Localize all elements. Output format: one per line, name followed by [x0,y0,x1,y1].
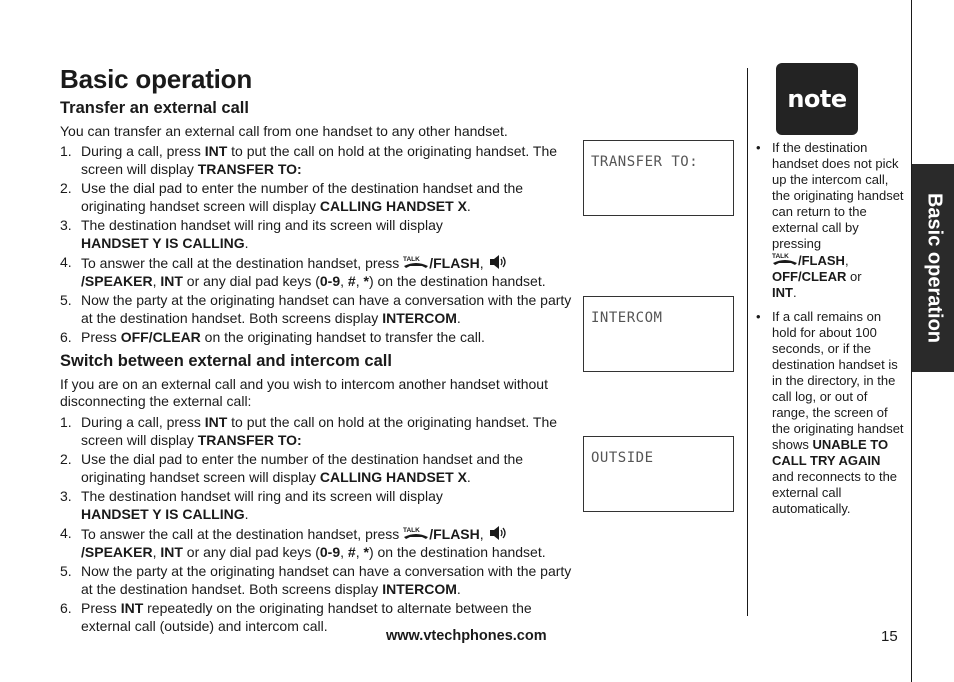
note-item: • If a call remains on hold for about 100 seconds, or if the destination handset is in the directory, in the call log, or out of range, the screen of the originating handset shows UNABLE TO CALL TRY AGAIN and reconnects to the external call automatically. [756,309,904,516]
list-item: 5. Now the party at the originating handset can have a conversation with the party at the destination handset. Both screens display INTERCOM. [60,292,572,326]
svg-text:TALK: TALK [403,256,421,263]
note-badge: note [776,63,858,135]
speaker-icon [488,254,508,270]
list-item: 1. During a call, press INT to put the call on hold at the originating handset. The screen will display TRANSFER TO: [60,414,558,448]
talk-phone-icon [403,255,429,269]
footer-url: www.vtechphones.com [386,628,547,644]
svg-text:TALK: TALK [403,527,421,534]
talk-phone-icon [403,526,429,540]
list-item: 5. Now the party at the originating handset can have a conversation with the party at the destination handset. Both screens display INTERCOM. [60,563,572,597]
side-tab-basic-operation: Basic operation [912,164,954,372]
lcd-screen-intercom [583,296,734,372]
transfer-steps [60,143,572,349]
page-title: Basic operation [60,64,253,94]
column-divider [747,68,748,616]
side-tab-bar [911,0,954,682]
list-item: 2. Use the dial pad to enter the number of the destination handset and the originating handset screen will display CALLING HANDSET X. [60,451,524,485]
section-heading-switch: Switch between external and intercom call [60,352,392,370]
list-item: 6. Press OFF/CLEAR on the originating handset to transfer the call. [60,329,485,345]
list-item: 6. Press INT repeatedly on the originating handset to alternate between the external call (outside) and intercom call. [60,600,532,634]
switch-steps [60,414,572,637]
lcd-text: TRANSFER TO: [591,154,699,170]
page-number: 15 [881,628,898,645]
lcd-text: OUTSIDE [591,450,654,466]
lcd-screen-transfer [583,140,734,216]
list-item: 4. To answer the call at the destination handset, press TALK /FLASH, /SPEAKER, INT or any dial pad keys (0-9, #, *) on the destination handset. [60,254,546,289]
lcd-text: INTERCOM [591,310,663,326]
svg-text:TALK: TALK [772,253,789,260]
list-item: 3. The destination handset will ring and its screen will display HANDSET Y IS CALLING. [60,217,443,251]
section-intro-switch: If you are on an external call and you wish to intercom another handset without disconnecting the external call: [60,376,548,409]
talk-phone-icon [772,252,798,266]
note-list [755,140,905,525]
section-heading-transfer: Transfer an external call [60,99,249,117]
list-item: 4. To answer the call at the destination handset, press TALK /FLASH, /SPEAKER, INT or any dial pad keys (0-9, #, *) on the destination handset. [60,525,546,560]
lcd-screen-outside [583,436,734,512]
list-item: 3. The destination handset will ring and its screen will display HANDSET Y IS CALLING. [60,488,443,522]
note-item: • If the destination handset does not pick up the intercom call, the originating handset can return to the external call by pressing TALK /FLASH, OFF/CLEAR or INT. [756,140,904,300]
list-item: 2. Use the dial pad to enter the number of the destination handset and the originating handset screen will display CALLING HANDSET X. [60,180,524,214]
section-intro-transfer: You can transfer an external call from one handset to any other handset. [60,123,508,139]
list-item: 1. During a call, press INT to put the call on hold at the originating handset. The screen will display TRANSFER TO: [60,143,558,177]
speaker-icon [488,525,508,541]
